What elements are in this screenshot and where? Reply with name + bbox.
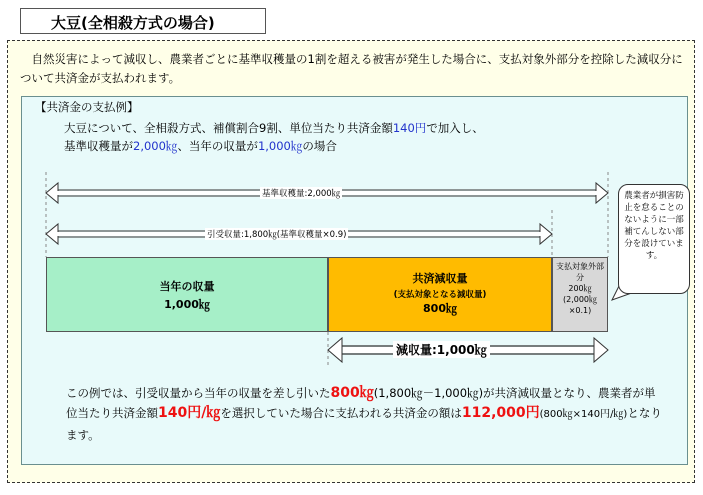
desc-loss-amount: 800㎏: [330, 385, 374, 401]
desc-unit-price: 140円/㎏: [158, 405, 221, 421]
intro-text: 自然災害によって減収し、農業者ごとに基準収穫量の1割を超える被害が発生した場合に、支払対象外部分を控除した減収分について共済金が支払われます。: [20, 52, 683, 85]
segment-excluded: [552, 257, 608, 332]
payment-description: [66, 383, 666, 445]
reduction-label: 減収量:1,000㎏: [393, 341, 490, 358]
example-base-yield: 2,000㎏: [133, 139, 178, 153]
base-yield-label: 基準収穫量:2,000㎏: [262, 189, 341, 199]
coverage-label: 引受収量:1,800㎏(基準収穫量×0.9): [207, 230, 347, 240]
loss-subtitle: (支払対象となる減収量): [393, 290, 487, 300]
example-line1-text: 大豆について、全相殺方式、補償割合9割、単位当たり共済金額: [64, 121, 393, 135]
callout-note: 農業者が損害防止を怠ることのないように一部補てんしない部分を設けています。: [618, 184, 690, 294]
example-current-yield: 1,000㎏: [257, 139, 303, 153]
excluded-calc: (2,000㎏×0.1): [562, 295, 598, 315]
example-line1-end: で加入し、: [426, 121, 484, 135]
harvest-title: 当年の収量: [159, 280, 215, 293]
excluded-title: 支払対象外部分: [556, 262, 604, 282]
loss-value: 800㎏: [423, 302, 457, 315]
desc-payment-amount: 112,000円: [461, 405, 540, 421]
example-line2-a: 基準収穫量が: [64, 139, 133, 153]
harvest-value: 1,000㎏: [164, 298, 210, 311]
example-line2-b: 、当年の収量が: [177, 139, 258, 153]
example-line2-c: の場合: [302, 139, 337, 153]
loss-title: 共済減収量: [412, 272, 468, 285]
desc-p2: (1,800㎏－1,000㎏)が共済減収量となり、農業者が単位当たり共済金額: [66, 386, 656, 420]
desc-p4: (800㎏×140円/㎏): [539, 409, 628, 420]
example-heading: 【共済金の支払例】: [35, 100, 139, 114]
segment-current-harvest: [46, 257, 328, 332]
desc-p1: この例では、引受収量から当年の収量を差し引いた: [66, 386, 331, 400]
example-unit-price: 140円: [392, 121, 427, 135]
page-title-text: 大豆(全相殺方式の場合): [51, 14, 215, 32]
excluded-value: 200㎏: [568, 284, 592, 293]
segment-covered-loss: [328, 257, 552, 332]
desc-p5: となります。: [66, 406, 662, 442]
desc-p3: を選択していた場合に支払われる共済金の額は: [220, 406, 462, 420]
